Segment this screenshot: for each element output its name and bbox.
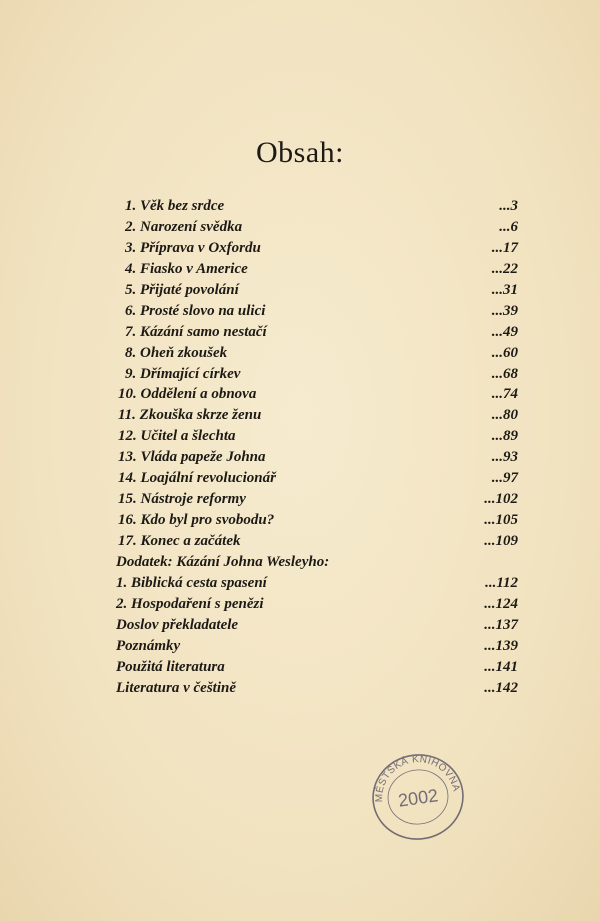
toc-entry-page: ...124 [484, 595, 518, 612]
toc-entry-label: 14. Loajální revolucionář [118, 470, 276, 487]
toc-entry-label: Literatura v češtině [116, 679, 236, 696]
toc-row [116, 489, 518, 510]
toc-entry-page: ...74 [491, 386, 518, 403]
toc-entry-page: ...112 [485, 574, 518, 591]
toc-row [116, 594, 518, 615]
toc-entry-label: 5. Přijaté povolání [125, 281, 239, 298]
toc-entry-page: ...31 [491, 281, 518, 298]
toc-row [116, 259, 518, 280]
toc-row [116, 343, 518, 364]
toc-entry-page: ...109 [484, 533, 518, 549]
toc-entry-label: 3. Příprava v Oxfordu [125, 239, 261, 256]
toc-entry-label: 17. Konec a začátek [118, 533, 241, 549]
toc-entry-label: 12. Učitel a šlechta [118, 428, 236, 445]
toc-row [116, 217, 518, 238]
toc-entry-page: ...142 [484, 679, 518, 696]
toc-entry-page: ...3 [499, 198, 518, 214]
toc-entry-page: ...80 [491, 407, 518, 424]
toc-entry-page: ...97 [491, 470, 518, 487]
toc-entry-label: 9. Dřímající církev [125, 365, 241, 382]
toc-entry-label: 4. Fiasko v Americe [125, 260, 248, 277]
toc-row [116, 636, 518, 657]
page-title: Obsah: [256, 136, 344, 169]
toc-entry-label: Doslov překladatele [116, 616, 239, 633]
toc-entry-label: 1. Biblická cesta spasení [116, 574, 267, 591]
toc-entry-label: Použitá literatura [116, 658, 225, 675]
toc-row [116, 615, 518, 636]
stamp-year: 2002 [396, 785, 440, 811]
toc-entry-page: ...17 [491, 239, 518, 256]
toc-entry-label: 1. Věk bez srdce [125, 198, 225, 214]
toc-entry-label: 2. Hospodaření s penězi [116, 595, 264, 612]
toc-entry-page: ...137 [484, 616, 518, 633]
toc-entry-page: ...105 [484, 512, 518, 529]
toc-row [116, 384, 518, 405]
toc-row [116, 447, 518, 468]
toc-entry-page: ...6 [499, 218, 518, 235]
toc-entry-label: Dodatek: Kázání Johna Wesleyho: [116, 553, 330, 570]
toc-row [116, 510, 518, 531]
toc-entry-page: ...141 [484, 658, 518, 675]
toc-entry-page: ...22 [491, 260, 518, 277]
toc-entry-label: 7. Kázání samo nestačí [125, 323, 267, 340]
toc-row [116, 196, 518, 217]
toc-entry-page: ...68 [491, 365, 518, 382]
toc-entry-page: ...39 [491, 302, 518, 319]
toc-entry-page: ...102 [484, 491, 518, 508]
toc-row [116, 657, 518, 678]
toc-row [116, 364, 518, 385]
toc-row [116, 280, 518, 301]
toc-row [116, 238, 518, 259]
toc-row [116, 405, 518, 426]
toc-entry-label: 6. Prosté slovo na ulici [125, 302, 266, 319]
toc-row [116, 468, 518, 489]
toc-row [116, 322, 518, 343]
stamp-text: MĚSTSKÁ KNIHOVNA [374, 754, 462, 803]
toc-row [116, 531, 518, 552]
toc-entry-page: ...89 [491, 428, 518, 445]
toc-entry-label: 2. Narození svědka [125, 218, 243, 235]
toc-row [116, 678, 518, 699]
toc-row [116, 573, 518, 594]
toc-entry-page: ...49 [491, 323, 518, 340]
table-of-contents [116, 196, 518, 699]
library-stamp [364, 746, 472, 848]
toc-entry-page: ...139 [484, 637, 518, 654]
toc-entry-label: 15. Nástroje reformy [118, 491, 246, 508]
toc-entry-label: 11. Zkouška skrze ženu [118, 407, 262, 424]
toc-entry-label: 13. Vláda papeže Johna [118, 449, 266, 466]
toc-row [116, 552, 518, 573]
toc-entry-page: ...93 [491, 449, 518, 466]
toc-entry-label: Poznámky [116, 637, 181, 654]
toc-entry-label: 16. Kdo byl pro svobodu? [118, 512, 275, 529]
toc-row [116, 301, 518, 322]
toc-entry-page: ...60 [491, 344, 518, 361]
toc-entry-label: 8. Oheň zkoušek [125, 344, 228, 361]
toc-entry-label: 10. Oddělení a obnova [118, 386, 257, 403]
toc-row [116, 426, 518, 447]
